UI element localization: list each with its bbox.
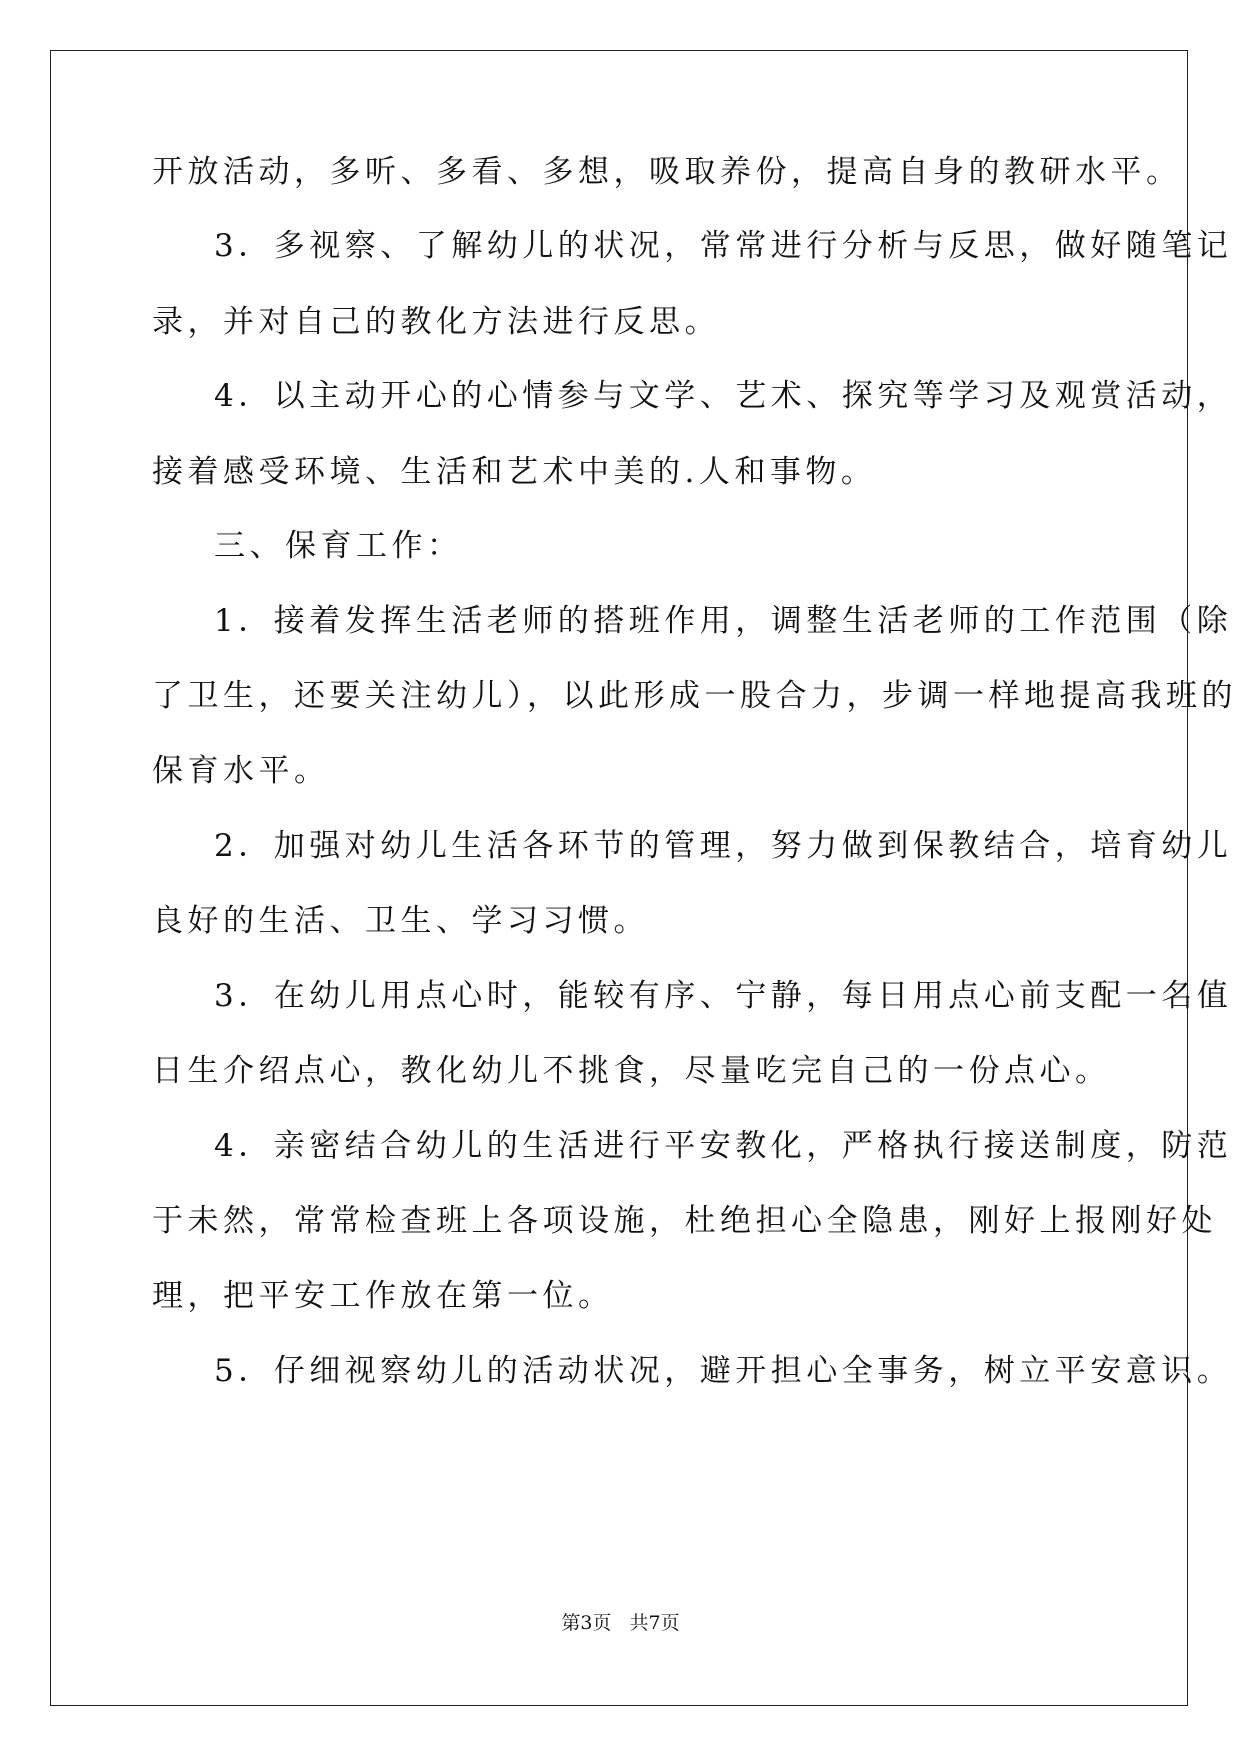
text-line: 4．以主动开心的心情参与文学、艺术、探究等学习及观赏活动，: [214, 378, 1233, 414]
text-line: 5．仔细视察幼儿的活动状况，避开担心全事务，树立平安意识。: [214, 1353, 1233, 1389]
text-line: 于未然，常常检查班上各项设施，杜绝担心全隐患，刚好上报刚好处: [152, 1203, 1217, 1239]
text-line: 3．在幼儿用点心时，能较有序、宁静，每日用点心前支配一名值: [214, 978, 1233, 1014]
page-number-footer: 第3页 共7页: [561, 1612, 680, 1634]
section-heading: 三、保育工作：: [214, 528, 463, 564]
text-line: 3．多视察、了解幼儿的状况，常常进行分析与反思，做好随笔记: [214, 228, 1233, 264]
text-line: 良好的生活、卫生、学习习惯。: [152, 903, 649, 939]
text-line: 录，并对自己的教化方法进行反思。: [152, 304, 720, 340]
text-line: 保育水平。: [152, 753, 330, 789]
text-line: 1．接着发挥生活老师的搭班作用，调整生活老师的工作范围（除: [214, 603, 1233, 639]
text-line: 接着感受环境、生活和艺术中美的.人和事物。: [152, 454, 877, 490]
text-line: 开放活动，多听、多看、多想，吸取养份，提高自身的教研水平。: [152, 154, 1182, 190]
text-line: 理，把平安工作放在第一位。: [152, 1278, 614, 1314]
page-border: [50, 50, 1237, 1706]
text-line: 了卫生，还要关注幼儿），以此形成一股合力，步调一样地提高我班的: [152, 678, 1237, 714]
text-line: 日生介绍点心，教化幼儿不挑食，尽量吃完自己的一份点心。: [152, 1053, 1111, 1089]
text-line: 2．加强对幼儿生活各环节的管理，努力做到保教结合，培育幼儿: [214, 828, 1233, 864]
text-line: 4．亲密结合幼儿的生活进行平安教化，严格执行接送制度，防范: [214, 1128, 1233, 1164]
